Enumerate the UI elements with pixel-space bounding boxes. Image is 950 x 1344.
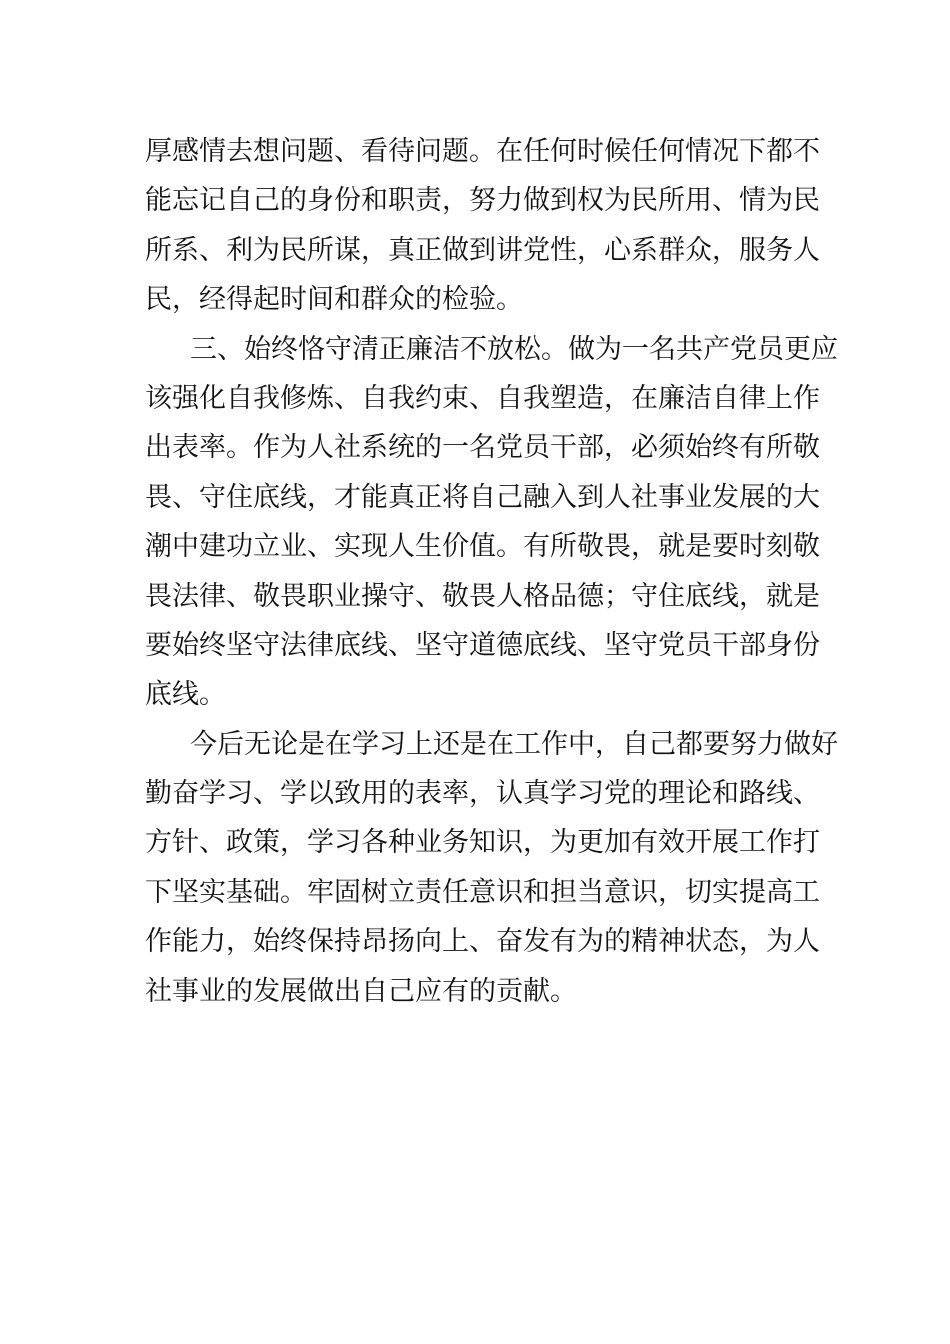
text-line: 下坚实基础。牢固树立责任意识和担当意识，切实提高工 [145, 876, 820, 908]
text-line: 勤奋学习、学以致用的表率，认真学习党的理论和路线、 [145, 778, 820, 810]
text-line: 畏法律、敬畏职业操守、敬畏人格品德；守住底线，就是 [145, 580, 820, 612]
paragraph-1 [145, 127, 820, 325]
document-body [145, 127, 838, 1016]
text-line: 出表率。作为人社系统的一名党员干部，必须始终有所敬 [145, 432, 820, 464]
text-line: 能忘记自己的身份和职责，努力做到权为民所用、情为民 [145, 185, 820, 217]
text-line: 底线。 [145, 679, 226, 711]
text-line: 要始终坚守法律底线、坚守道德底线、坚守党员干部身份 [145, 629, 820, 661]
paragraph-3 [145, 720, 838, 1016]
text-line: 潮中建功立业、实现人生价值。有所敬畏，就是要时刻敬 [145, 531, 820, 563]
text-line: 民，经得起时间和群众的检验。 [145, 284, 523, 316]
text-line: 方针、政策，学习各种业务知识，为更加有效开展工作打 [145, 827, 820, 859]
text-line: 社事业的发展做出自己应有的贡献。 [145, 975, 577, 1007]
text-line: 所系、利为民所谋，真正做到讲党性，心系群众，服务人 [145, 234, 820, 266]
text-line: 三、始终恪守清正廉洁不放松。做为一名共产党员更应 [190, 333, 838, 365]
text-line: 该强化自我修炼、自我约束、自我塑造，在廉洁自律上作 [145, 382, 820, 414]
text-line: 作能力，始终保持昂扬向上、奋发有为的精神状态，为人 [145, 926, 820, 958]
text-line: 今后无论是在学习上还是在工作中，自己都要努力做好 [190, 728, 838, 760]
text-line: 畏、守住底线，才能真正将自己融入到人社事业发展的大 [145, 481, 820, 513]
text-line: 厚感情去想问题、看待问题。在任何时候任何情况下都不 [145, 136, 820, 167]
paragraph-2 [145, 325, 838, 720]
